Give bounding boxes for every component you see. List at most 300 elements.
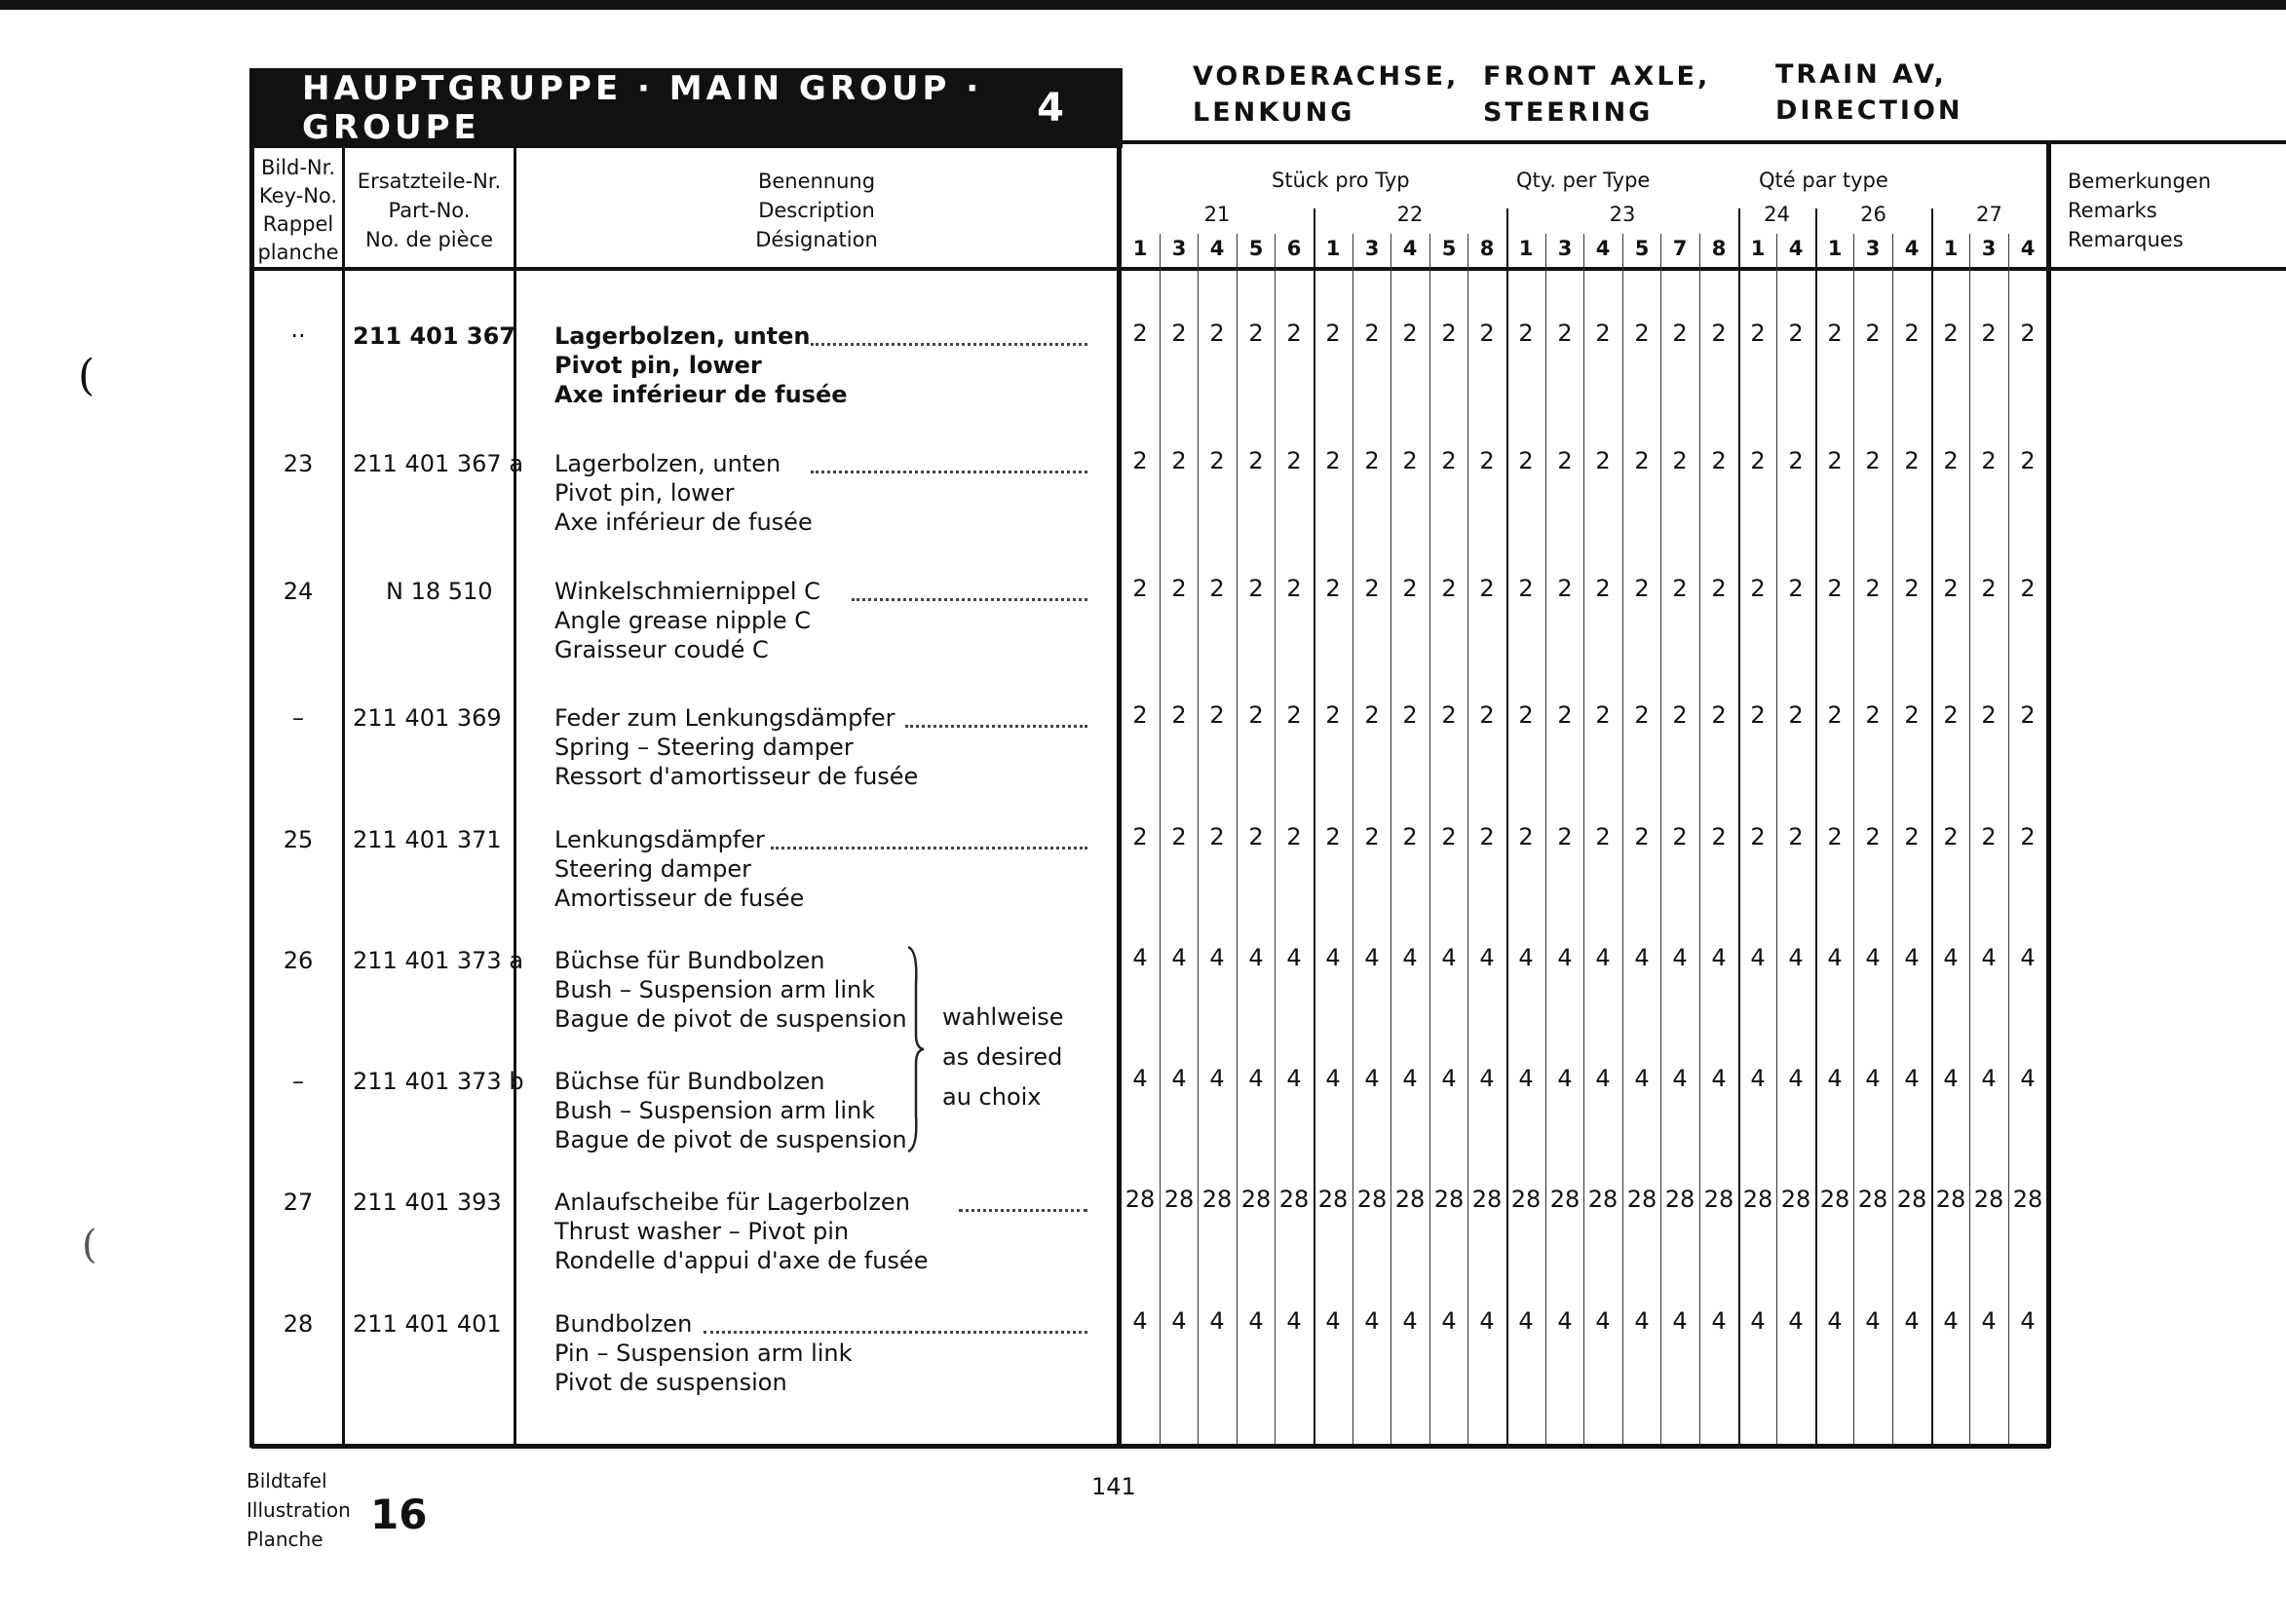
part-no-cell: 211 401 369 [353, 704, 502, 732]
qty-cell: 2 [1595, 575, 1611, 602]
qty-cell: 2 [1364, 447, 1380, 474]
qty-cell: 2 [1865, 823, 1881, 850]
qty-cell: 2 [1402, 575, 1418, 602]
qty-cell: 2 [2020, 320, 2036, 347]
title-german: VORDERACHSE, LENKUNG [1193, 61, 1460, 128]
qty-cell: 4 [1171, 1307, 1187, 1335]
qty-cell: 2 [1557, 823, 1573, 850]
qty-cell: 2 [1711, 701, 1727, 729]
qty-cell: 2 [1479, 823, 1495, 850]
qty-cell: 2 [1634, 447, 1650, 474]
qty-cell: 2 [1479, 575, 1495, 602]
qty-cell: 2 [1209, 823, 1225, 850]
qty-cell: 4 [1750, 1307, 1766, 1335]
type-group-label: 22 [1396, 203, 1424, 226]
subtype-label: 1 [1750, 237, 1766, 260]
qty-cell: 4 [1557, 1065, 1573, 1092]
main-group-banner [251, 68, 1123, 148]
qty-cell: 2 [1981, 447, 1997, 474]
type-group-label: 23 [1609, 203, 1636, 226]
qty-cell: 2 [1634, 320, 1650, 347]
qty-cell: 2 [1479, 447, 1495, 474]
qty-cell: 2 [1827, 823, 1843, 850]
description-line: Bague de pivot de suspension [554, 1005, 907, 1033]
dot-leader [959, 1209, 1087, 1212]
qty-cell: 4 [1634, 1307, 1650, 1335]
qty-cell: 2 [1750, 823, 1766, 850]
subtype-label: 5 [1248, 237, 1264, 260]
qty-cell: 4 [1981, 944, 1997, 971]
subtype-label: 1 [1827, 237, 1843, 260]
qty-cell: 28 [1780, 1186, 1811, 1213]
qty-cell: 4 [1672, 944, 1688, 971]
qty-cell: 2 [1943, 447, 1959, 474]
subtype-label: 1 [1943, 237, 1959, 260]
qty-cell: 2 [1672, 823, 1688, 850]
qty-cell: 28 [1857, 1186, 1888, 1213]
qty-cell: 28 [1163, 1186, 1195, 1213]
qty-cell: 2 [1479, 320, 1495, 347]
qty-cell: 4 [1209, 1307, 1225, 1335]
qty-cell: 2 [1904, 320, 1920, 347]
qty-cell: 4 [2020, 1307, 2036, 1335]
qty-cell: 4 [1209, 944, 1225, 971]
key-no-cell: 25 [283, 826, 314, 853]
qty-cell: 4 [1750, 944, 1766, 971]
subtype-label: 3 [1171, 237, 1187, 260]
description-line: Bundbolzen [554, 1310, 693, 1338]
qty-cell: 2 [1711, 447, 1727, 474]
qty-cell: 4 [1788, 1065, 1804, 1092]
subtype-label: 1 [1325, 237, 1341, 260]
remarks-heading: Bemerkungen Remarks Remarques [2068, 170, 2212, 251]
qty-cell: 28 [1394, 1186, 1426, 1213]
qty-cell: 28 [1819, 1186, 1850, 1213]
subtype-label: 4 [1402, 237, 1418, 260]
description-line: Rondelle d'appui d'axe de fusée [554, 1247, 929, 1274]
qty-cell: 4 [1711, 944, 1727, 971]
page-number: 141 [1091, 1473, 1136, 1500]
part-no-cell: 211 401 373 a [353, 947, 524, 974]
description-line: Amortisseur de fusée [554, 885, 805, 912]
description-line: Pivot pin, lower [554, 479, 735, 507]
qty-cell: 28 [1742, 1186, 1773, 1213]
qty-cell: 4 [1364, 1065, 1380, 1092]
qty-cell: 2 [1672, 320, 1688, 347]
description-line: Lagerbolzen, unten [554, 450, 781, 477]
header-bottom-rule [1121, 140, 2286, 144]
qty-cell: 2 [1827, 447, 1843, 474]
qty-cell: 2 [1402, 823, 1418, 850]
qty-cell: 2 [1557, 701, 1573, 729]
qty-cell: 2 [1402, 320, 1418, 347]
qty-cell: 4 [1865, 1065, 1881, 1092]
qty-cell: 2 [1904, 575, 1920, 602]
qty-cell: 28 [1549, 1186, 1581, 1213]
description-line: Lenkungsdämpfer [554, 826, 765, 853]
qty-cell: 2 [1209, 320, 1225, 347]
qty-cell: 2 [1518, 447, 1534, 474]
qty-cell: 2 [1518, 320, 1534, 347]
qty-cell: 4 [1364, 944, 1380, 971]
description-line: Angle grease nipple C [554, 607, 812, 634]
qty-cell: 2 [1132, 320, 1148, 347]
qty-cell: 4 [1788, 1307, 1804, 1335]
qty-cell: 4 [1402, 944, 1418, 971]
qty-cell: 2 [1750, 320, 1766, 347]
qty-cell: 2 [1827, 575, 1843, 602]
qty-cell: 4 [1479, 1065, 1495, 1092]
qty-cell: 2 [1248, 823, 1264, 850]
qty-cell: 2 [1441, 701, 1457, 729]
table-left-rule [249, 68, 254, 1448]
qty-cell: 2 [1750, 701, 1766, 729]
qty-cell: 2 [1788, 701, 1804, 729]
description-line: Pivot pin, lower [554, 352, 762, 379]
dot-leader [704, 1331, 1087, 1334]
qty-cell: 28 [1201, 1186, 1233, 1213]
qty-heading-de: Stück pro Typ [1272, 169, 1410, 192]
qty-cell: 2 [1557, 575, 1573, 602]
qty-cell: 2 [1943, 320, 1959, 347]
qty-cell: 2 [1981, 701, 1997, 729]
qty-cell: 4 [1518, 944, 1534, 971]
qty-cell: 4 [2020, 1065, 2036, 1092]
qty-cell: 4 [1904, 1065, 1920, 1092]
description-line: Thrust washer – Pivot pin [554, 1218, 850, 1245]
qty-cell: 2 [1479, 701, 1495, 729]
qty-cell: 4 [1981, 1065, 1997, 1092]
qty-cell: 2 [1441, 447, 1457, 474]
qty-cell: 4 [1904, 1307, 1920, 1335]
qty-cell: 2 [1595, 823, 1611, 850]
qty-cell: 4 [1711, 1065, 1727, 1092]
qty-cell: 2 [1286, 701, 1302, 729]
qty-cell: 4 [1479, 1307, 1495, 1335]
qty-cell: 2 [1171, 447, 1187, 474]
qty-cell: 2 [1286, 823, 1302, 850]
qty-cell: 2 [1325, 320, 1341, 347]
binder-hole-mark: ( [78, 351, 95, 400]
qty-cell: 4 [1286, 944, 1302, 971]
top-edge-bar [0, 0, 2286, 10]
qty-cell: 4 [1788, 944, 1804, 971]
qty-cell: 2 [1788, 320, 1804, 347]
dot-leader [905, 725, 1087, 728]
qty-cell: 2 [1672, 575, 1688, 602]
description-line: Spring – Steering damper [554, 734, 854, 761]
qty-cell: 2 [1981, 575, 1997, 602]
qty-cell: 4 [1865, 1307, 1881, 1335]
qty-cell: 2 [1132, 701, 1148, 729]
qty-cell: 2 [1788, 447, 1804, 474]
key-no-heading: Bild-Nr. Key-No. Rappel planche [257, 156, 339, 264]
qty-cell: 4 [1364, 1307, 1380, 1335]
key-no-cell: 26 [283, 947, 314, 974]
qty-cell: 4 [1171, 944, 1187, 971]
qty-cell: 2 [1364, 701, 1380, 729]
description-line: Graisseur coudé C [554, 636, 769, 663]
qty-cell: 2 [1672, 701, 1688, 729]
qty-cell: 2 [1325, 823, 1341, 850]
part-no-cell: 211 401 371 [353, 826, 502, 853]
part-no-cell: N 18 510 [386, 578, 493, 605]
qty-cell: 28 [1240, 1186, 1272, 1213]
qty-cell: 28 [1124, 1186, 1156, 1213]
qty-cell: 2 [1402, 701, 1418, 729]
qty-cell: 2 [1711, 320, 1727, 347]
description-line: Büchse für Bundbolzen [554, 947, 825, 974]
dot-leader [852, 598, 1087, 601]
qty-cell: 2 [1634, 823, 1650, 850]
description-line: Axe inférieur de fusée [554, 381, 848, 408]
dot-leader [771, 847, 1087, 850]
key-no-cell: 24 [283, 578, 314, 605]
binder-hole-mark: ( [82, 1223, 97, 1267]
qty-cell: 2 [1865, 447, 1881, 474]
qty-cell: 28 [1935, 1186, 1966, 1213]
qty-cell: 2 [1518, 701, 1534, 729]
qty-cell: 2 [1788, 823, 1804, 850]
qty-cell: 4 [1943, 1307, 1959, 1335]
qty-cell: 4 [1981, 1307, 1997, 1335]
subtype-label: 3 [1981, 237, 1997, 260]
subtype-label: 4 [1595, 237, 1611, 260]
qty-cell: 28 [2012, 1186, 2043, 1213]
table-bottom-rule [251, 1444, 2050, 1449]
qty-cell: 2 [1943, 701, 1959, 729]
qty-cell: 2 [1672, 447, 1688, 474]
key-no-cell: 27 [283, 1189, 314, 1216]
qty-cell: 2 [1364, 823, 1380, 850]
alternative-note: wahlweise as desired au choix [942, 1003, 1064, 1111]
dot-leader [811, 343, 1087, 346]
subtype-label: 3 [1865, 237, 1881, 260]
type-group-label: 21 [1203, 203, 1231, 226]
qty-cell: 4 [1325, 944, 1341, 971]
qty-cell: 4 [1711, 1307, 1727, 1335]
qty-cell: 2 [1943, 823, 1959, 850]
qty-cell: 28 [1356, 1186, 1388, 1213]
qty-cell: 28 [1433, 1186, 1465, 1213]
qty-cell: 2 [1132, 447, 1148, 474]
qty-cell: 4 [1132, 1307, 1148, 1335]
qty-cell: 2 [1132, 823, 1148, 850]
qty-cell: 2 [1595, 447, 1611, 474]
key-column-rule [342, 148, 345, 1446]
qty-cell: 2 [1286, 447, 1302, 474]
column-header-rule [251, 267, 2286, 271]
qty-cell: 2 [1325, 447, 1341, 474]
qty-cell: 2 [1209, 575, 1225, 602]
subtype-label: 8 [1711, 237, 1727, 260]
qty-cell: 2 [1711, 823, 1727, 850]
qty-cell: 4 [1943, 1065, 1959, 1092]
qty-cell: 4 [1634, 944, 1650, 971]
description-line: Ressort d'amortisseur de fusée [554, 763, 919, 790]
qty-cell: 4 [1557, 944, 1573, 971]
subtype-label: 5 [1441, 237, 1457, 260]
dot-leader [811, 471, 1087, 473]
qty-cell: 2 [1248, 320, 1264, 347]
qty-cell: 2 [1286, 575, 1302, 602]
illustration-number: 16 [370, 1491, 428, 1538]
qty-cell: 2 [1441, 823, 1457, 850]
qty-cell: 2 [1595, 320, 1611, 347]
qty-cell: 4 [1441, 1065, 1457, 1092]
qty-cell: 2 [1557, 320, 1573, 347]
qty-cell: 2 [1788, 575, 1804, 602]
qty-cell: 4 [1595, 1307, 1611, 1335]
part-no-cell: 211 401 367 [353, 322, 516, 350]
qty-cell: 2 [1943, 575, 1959, 602]
qty-cell: 2 [1827, 701, 1843, 729]
qty-cell: 4 [1248, 944, 1264, 971]
qty-cell: 4 [1672, 1307, 1688, 1335]
qty-cell: 4 [1286, 1307, 1302, 1335]
qty-cell: 28 [1664, 1186, 1695, 1213]
qty-cell: 2 [1248, 447, 1264, 474]
qty-heading-en: Qty. per Type [1516, 169, 1651, 192]
description-line: Bague de pivot de suspension [554, 1126, 907, 1153]
title-french: TRAIN AV, DIRECTION [1775, 59, 1963, 126]
part-no-cell: 211 401 393 [353, 1189, 502, 1216]
description-heading: Benennung Description Désignation [755, 170, 878, 251]
subtype-label: 3 [1364, 237, 1380, 260]
qty-cell: 4 [1595, 944, 1611, 971]
qty-cell: 2 [1595, 701, 1611, 729]
qty-cell: 2 [1325, 701, 1341, 729]
description-line: Steering damper [554, 855, 751, 883]
qty-cell: 2 [1518, 575, 1534, 602]
qty-cell: 28 [1703, 1186, 1734, 1213]
qty-cell: 2 [1248, 575, 1264, 602]
qty-cell: 4 [1441, 944, 1457, 971]
subtype-label: 5 [1634, 237, 1650, 260]
qty-cell: 28 [1896, 1186, 1927, 1213]
qty-cell: 2 [1557, 447, 1573, 474]
qty-cell: 4 [1325, 1065, 1341, 1092]
qty-cell: 2 [1865, 701, 1881, 729]
subtype-label: 8 [1479, 237, 1495, 260]
qty-cell: 2 [1248, 701, 1264, 729]
qty-cell: 28 [1471, 1186, 1503, 1213]
subtype-label: 4 [1788, 237, 1804, 260]
qty-cell: 2 [2020, 823, 2036, 850]
qty-cell: 28 [1587, 1186, 1619, 1213]
qty-cell: 2 [1904, 701, 1920, 729]
qty-cell: 2 [1402, 447, 1418, 474]
part-no-cell: 211 401 367 a [353, 450, 524, 477]
qty-cell: 28 [1973, 1186, 2004, 1213]
qty-cell: 4 [1132, 1065, 1148, 1092]
alternative-brace [904, 945, 928, 1154]
qty-cell: 2 [1827, 320, 1843, 347]
qty-cell: 2 [1171, 701, 1187, 729]
qty-cell: 28 [1278, 1186, 1310, 1213]
subtype-label: 6 [1286, 237, 1302, 260]
qty-cell: 2 [1750, 447, 1766, 474]
qty-cell: 4 [1518, 1307, 1534, 1335]
description-line: Bush – Suspension arm link [554, 1097, 876, 1124]
qty-cell: 4 [1943, 944, 1959, 971]
subtype-label: 4 [1904, 237, 1920, 260]
type-group-label: 27 [1976, 203, 2002, 226]
qty-cell: 2 [1981, 320, 1997, 347]
part-no-cell: 211 401 401 [353, 1310, 502, 1338]
qty-cell: 4 [1402, 1065, 1418, 1092]
qty-cell: 2 [1865, 575, 1881, 602]
subtype-label: 4 [1209, 237, 1225, 260]
key-no-cell: ·· [290, 322, 306, 350]
part-no-cell: 211 401 373 b [353, 1068, 524, 1095]
qty-cell: 28 [1626, 1186, 1657, 1213]
description-line: Axe inférieur de fusée [554, 509, 813, 536]
subtype-label: 3 [1557, 237, 1573, 260]
title-english: FRONT AXLE, STEERING [1483, 61, 1711, 128]
qty-heading-fr: Qté par type [1759, 169, 1888, 192]
qty-cell: 2 [1904, 447, 1920, 474]
description-column-rule [1117, 68, 1122, 1448]
qty-cell: 2 [1904, 823, 1920, 850]
description-line: Bush – Suspension arm link [554, 976, 876, 1003]
type-group-label: 26 [1860, 203, 1886, 226]
qty-cell: 2 [1209, 447, 1225, 474]
qty-cell: 4 [2020, 944, 2036, 971]
type-group-label: 24 [1764, 203, 1790, 226]
qty-cell: 4 [1904, 944, 1920, 971]
qty-cell: 4 [1209, 1065, 1225, 1092]
qty-cell: 4 [1479, 944, 1495, 971]
qty-cell: 2 [1441, 575, 1457, 602]
subtype-label: 1 [1518, 237, 1534, 260]
qty-cell: 4 [1402, 1307, 1418, 1335]
qty-cell: 2 [1171, 823, 1187, 850]
qty-cell: 2 [1286, 320, 1302, 347]
key-no-cell: – [292, 704, 304, 732]
key-no-cell: – [292, 1068, 304, 1095]
description-line: Winkelschmiernippel C [554, 578, 820, 605]
qty-cell: 2 [1364, 320, 1380, 347]
qty-cell: 4 [1248, 1065, 1264, 1092]
qty-cell: 4 [1672, 1065, 1688, 1092]
qty-cell: 2 [1518, 823, 1534, 850]
qty-cell: 2 [1750, 575, 1766, 602]
qty-cell: 4 [1865, 944, 1881, 971]
qty-cell: 4 [1325, 1307, 1341, 1335]
qty-cell: 2 [1364, 575, 1380, 602]
description-line: Pin – Suspension arm link [554, 1340, 853, 1367]
qty-cell: 4 [1441, 1307, 1457, 1335]
qty-cell: 4 [1132, 944, 1148, 971]
qty-cell: 2 [1171, 320, 1187, 347]
qty-cell: 4 [1557, 1307, 1573, 1335]
subtype-label: 1 [1132, 237, 1148, 260]
qty-cell: 2 [1209, 701, 1225, 729]
qty-cell: 4 [1518, 1065, 1534, 1092]
qty-cell: 2 [1981, 823, 1997, 850]
description-line: Feder zum Lenkungsdämpfer [554, 704, 895, 732]
qty-cell: 28 [1510, 1186, 1542, 1213]
qty-cell: 4 [1286, 1065, 1302, 1092]
qty-cell: 4 [1171, 1065, 1187, 1092]
qty-cell: 2 [1634, 701, 1650, 729]
qty-cell: 4 [1634, 1065, 1650, 1092]
qty-cell: 2 [1325, 575, 1341, 602]
qty-cell: 4 [1827, 1065, 1843, 1092]
qty-cell: 28 [1317, 1186, 1349, 1213]
description-line: Anlaufscheibe für Lagerbolzen [554, 1189, 910, 1216]
